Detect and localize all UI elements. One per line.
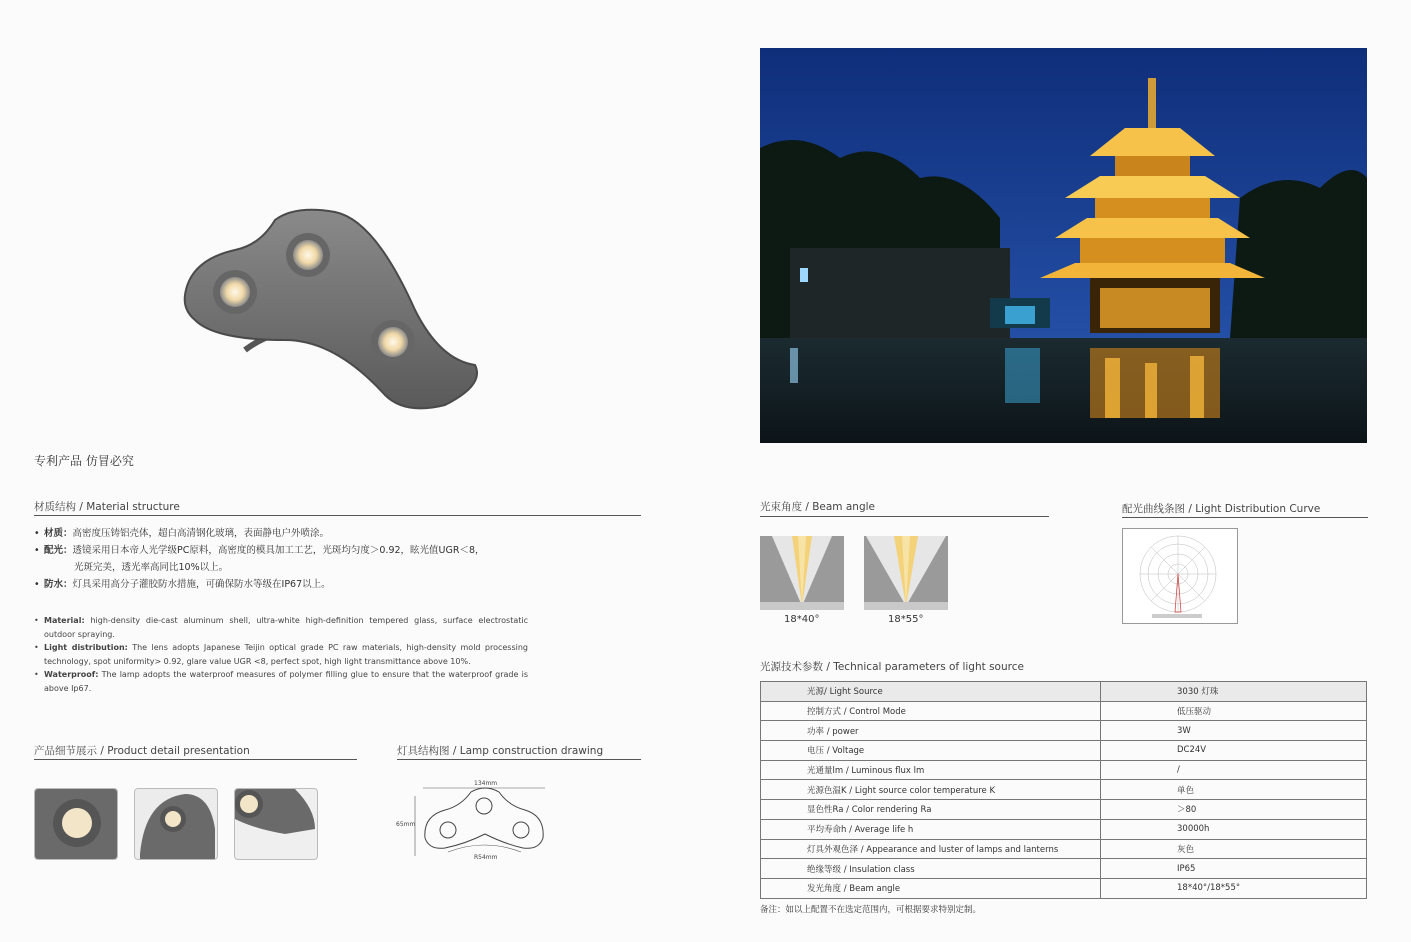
beam-angle-label-1: 18*40° [784,614,820,625]
param-key: 光通量lm / Luminous flux lm [761,760,1101,780]
material-rule [34,515,641,516]
params-title: 光源技术参数 / Technical parameters of light source [760,661,1024,673]
detail-rule [34,759,357,760]
beam-diagram-1 [760,536,844,610]
curve-title: 配光曲线条图 / Light Distribution Curve [1122,503,1321,515]
table-row [761,760,1367,780]
param-value: 低压驱动 [1101,701,1367,721]
list-item: 光斑完美，透光率高同比10%以上。 [74,562,229,573]
table-row [761,800,1367,820]
product-image [175,200,495,420]
drawing-rule [397,759,641,760]
params-table [760,681,1367,899]
beam-diagram-2 [864,536,948,610]
beam-rule [760,516,1049,517]
list-item: • 配光：透镜采用日本帝人光学级PC原料，高密度的模具加工工艺，光斑均匀度＞0.92，眩光值UGR＜8， [34,545,485,556]
table-row [761,859,1367,879]
pavilion-photo [760,48,1367,443]
material-title: 材质结构 / Material structure [34,501,180,513]
table-row [761,819,1367,839]
table-row [761,780,1367,800]
beam-angle-label-2: 18*55° [888,614,924,625]
param-value: 灰色 [1101,839,1367,859]
material-en-list [34,614,528,696]
param-key: 控制方式 / Control Mode [761,701,1101,721]
table-row [761,741,1367,761]
param-key: 绝缘等级 / Insulation class [761,859,1101,879]
curve-rule [1122,517,1368,518]
table-row [761,878,1367,898]
param-key: 功率 / power [761,721,1101,741]
patent-notice: 专利产品 仿冒必究 [34,454,134,468]
param-value: / [1101,760,1367,780]
construction-drawing [393,778,553,868]
param-key: 显色性Ra / Color rendering Ra [761,800,1101,820]
param-value: ＞80 [1101,800,1367,820]
param-value: DC24V [1101,741,1367,761]
param-key: 灯具外观色泽 / Appearance and luster of lamps and lanterns [761,839,1101,859]
param-key: 光源/ Light Source [761,682,1101,702]
material-cn-list [34,525,634,593]
param-value: 单色 [1101,780,1367,800]
param-key: 光源色温K / Light source color temperature K [761,780,1101,800]
list-item: • Waterproof: The lamp adopts the waterproof measures of polymer filling glue to ensure that the waterproof grade is above Ip67. [34,670,528,693]
list-item: • Material: high-density die-cast aluminum shell, ultra-white high-definition tempered glass, surface electrostatic outdoor spraying. [34,616,528,639]
drawing-height-label: 65mm [396,821,416,828]
table-row [761,839,1367,859]
param-key: 发光角度 / Beam angle [761,878,1101,898]
detail-title: 产品细节展示 / Product detail presentation [34,745,250,757]
table-row [761,701,1367,721]
param-key: 平均寿命h / Average life h [761,819,1101,839]
drawing-title: 灯具结构图 / Lamp construction drawing [397,745,604,757]
list-item: • Light distribution: The lens adopts Japanese Teijin optical grade PC raw materials, high-density mold processing technology, spot uniformity> 0.92, glare value UGR <8, perfect spot, high light transmittance above 10%. [34,643,528,666]
param-key: 电压 / Voltage [761,741,1101,761]
param-value: IP65 [1101,859,1367,879]
beam-title: 光束角度 / Beam angle [760,501,876,513]
param-value: 3030 灯珠 [1101,682,1367,702]
table-row [761,682,1367,702]
param-value: 3W [1101,721,1367,741]
drawing-width-label: 134mm [474,780,498,787]
params-note: 备注：如以上配置不在选定范围内，可根据要求特别定制。 [760,905,982,915]
detail-thumb-1 [34,788,118,860]
param-value: 18*40°/18*55° [1101,878,1367,898]
light-distribution-chart [1122,528,1238,624]
list-item: • 防水：灯具采用高分子灌胶防水措施，可确保防水等级在IP67以上。 [34,579,331,590]
detail-thumb-2 [134,788,218,860]
drawing-radius-label: R54mm [474,854,498,861]
param-value: 30000h [1101,819,1367,839]
params-table-wrap [760,681,1367,899]
table-row [761,721,1367,741]
detail-thumb-3 [234,788,318,860]
list-item: • 材质：高密度压铸铝壳体，超白高清钢化玻璃，表面静电户外喷涂。 [34,528,330,539]
